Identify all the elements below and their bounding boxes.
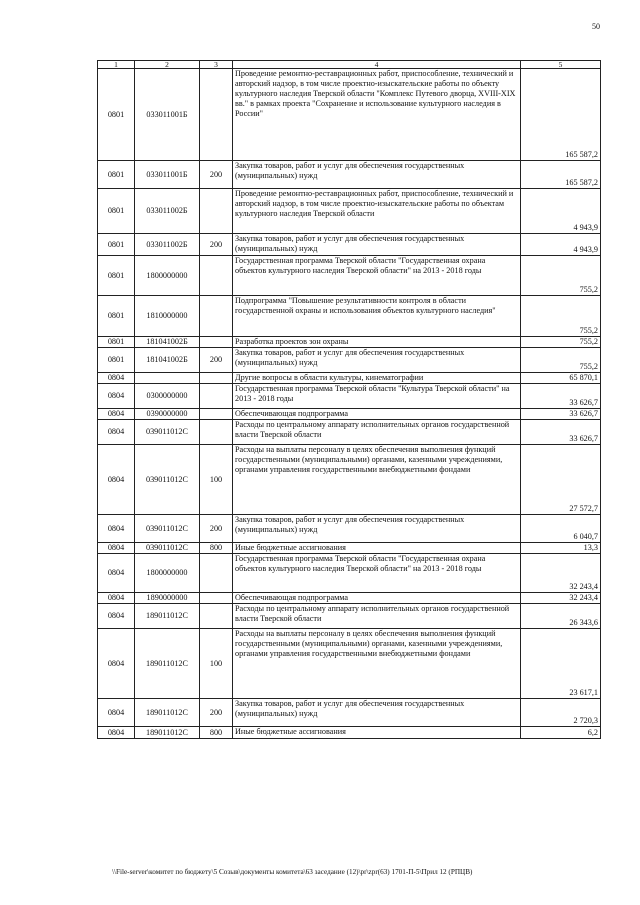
header-col-4: 4 xyxy=(233,61,521,69)
cell-description: Расходы на выплаты персоналу в целях обеспечения выполнения функций государственными (муниципальными) органами, казенными учреждениями, органами управления государственными внебюджетными фондами xyxy=(233,445,521,515)
cell-target-article: 1800000000 xyxy=(135,554,200,593)
table-row xyxy=(98,554,601,593)
cell-amount: 755,2 xyxy=(521,337,601,348)
cell-description: Закупка товаров, работ и услуг для обеспечения государственных (муниципальных) нужд xyxy=(233,699,521,727)
cell-target-article: 033011002Б xyxy=(135,189,200,234)
cell-description: Другие вопросы в области культуры, кинематографии xyxy=(233,373,521,384)
header-col-5: 5 xyxy=(521,61,601,69)
cell-description: Закупка товаров, работ и услуг для обеспечения государственных (муниципальных) нужд xyxy=(233,348,521,373)
table-row xyxy=(98,373,601,384)
cell-description: Государственная программа Тверской области "Государственная охрана объектов культурного наследия Тверской области" на 2013 - 2018 годы xyxy=(233,256,521,296)
table-row xyxy=(98,348,601,373)
cell-target-article: 0300000000 xyxy=(135,384,200,409)
cell-amount: 33 626,7 xyxy=(521,409,601,420)
cell-amount: 4 943,9 xyxy=(521,234,601,256)
cell-expense-type xyxy=(200,189,233,234)
cell-amount: 165 587,2 xyxy=(521,161,601,189)
cell-target-article: 189011012С xyxy=(135,699,200,727)
cell-expense-type: 200 xyxy=(200,234,233,256)
cell-expense-type: 200 xyxy=(200,699,233,727)
cell-expense-type: 100 xyxy=(200,445,233,515)
cell-description: Обеспечивающая подпрограмма xyxy=(233,409,521,420)
cell-expense-type xyxy=(200,409,233,420)
cell-section-code: 0804 xyxy=(98,420,135,445)
cell-section-code: 0804 xyxy=(98,384,135,409)
table-row xyxy=(98,515,601,543)
cell-amount: 27 572,7 xyxy=(521,445,601,515)
cell-amount: 755,2 xyxy=(521,296,601,337)
header-col-3: 3 xyxy=(200,61,233,69)
table-row xyxy=(98,256,601,296)
cell-section-code: 0804 xyxy=(98,409,135,420)
cell-description: Разработка проектов зон охраны xyxy=(233,337,521,348)
cell-description: Проведение ремонтно-реставрационных работ, приспособление, технический и авторский надзор, в том числе проектно-изыскательские работы по объектам культурного наследия Тверской области xyxy=(233,189,521,234)
cell-expense-type: 200 xyxy=(200,348,233,373)
cell-expense-type xyxy=(200,384,233,409)
cell-description: Закупка товаров, работ и услуг для обеспечения государственных (муниципальных) нужд xyxy=(233,234,521,256)
cell-description: Расходы по центральному аппарату исполнительных органов государственной власти Тверской области xyxy=(233,604,521,629)
header-col-1: 1 xyxy=(98,61,135,69)
cell-amount: 13,3 xyxy=(521,543,601,554)
cell-amount: 26 343,6 xyxy=(521,604,601,629)
cell-expense-type xyxy=(200,256,233,296)
cell-amount: 6,2 xyxy=(521,727,601,739)
cell-description: Обеспечивающая подпрограмма xyxy=(233,593,521,604)
table-row xyxy=(98,69,601,161)
cell-expense-type: 200 xyxy=(200,515,233,543)
cell-amount: 755,2 xyxy=(521,348,601,373)
table-row xyxy=(98,629,601,699)
table-row xyxy=(98,445,601,515)
cell-target-article: 1800000000 xyxy=(135,256,200,296)
cell-target-article: 189011012С xyxy=(135,727,200,739)
cell-expense-type xyxy=(200,337,233,348)
cell-expense-type xyxy=(200,373,233,384)
cell-section-code: 0801 xyxy=(98,161,135,189)
cell-expense-type: 800 xyxy=(200,543,233,554)
cell-section-code: 0804 xyxy=(98,604,135,629)
cell-section-code: 0804 xyxy=(98,554,135,593)
table-row xyxy=(98,727,601,739)
header-col-2: 2 xyxy=(135,61,200,69)
cell-description: Иные бюджетные ассигнования xyxy=(233,727,521,739)
cell-section-code: 0804 xyxy=(98,727,135,739)
cell-target-article: 189011012С xyxy=(135,604,200,629)
cell-section-code: 0804 xyxy=(98,445,135,515)
table-header-row xyxy=(98,61,601,69)
cell-section-code: 0801 xyxy=(98,189,135,234)
cell-target-article: 181041002Б xyxy=(135,348,200,373)
cell-section-code: 0804 xyxy=(98,373,135,384)
cell-description: Иные бюджетные ассигнования xyxy=(233,543,521,554)
file-path-footer: \\File-server\комитет по бюджету\5 Созыв\документы комитета\63 заседание (12)\pr\zpr(63) 1701-П-5\Прил 12 (РПЦВ) xyxy=(112,868,473,876)
cell-expense-type xyxy=(200,69,233,161)
cell-target-article: 1890000000 xyxy=(135,593,200,604)
cell-section-code: 0801 xyxy=(98,234,135,256)
table-row xyxy=(98,337,601,348)
cell-amount: 33 626,7 xyxy=(521,420,601,445)
cell-amount: 32 243,4 xyxy=(521,593,601,604)
cell-target-article: 039011012С xyxy=(135,515,200,543)
cell-amount: 165 587,2 xyxy=(521,69,601,161)
table-row xyxy=(98,699,601,727)
table-row xyxy=(98,543,601,554)
table-row xyxy=(98,409,601,420)
cell-target-article: 1810000000 xyxy=(135,296,200,337)
cell-expense-type xyxy=(200,593,233,604)
cell-section-code: 0801 xyxy=(98,337,135,348)
cell-amount: 755,2 xyxy=(521,256,601,296)
cell-target-article: 039011012С xyxy=(135,543,200,554)
cell-description: Расходы по центральному аппарату исполнительных органов государственной власти Тверской области xyxy=(233,420,521,445)
cell-target-article: 033011001Б xyxy=(135,69,200,161)
cell-expense-type xyxy=(200,296,233,337)
cell-target-article: 189011012С xyxy=(135,629,200,699)
cell-amount: 23 617,1 xyxy=(521,629,601,699)
table-row xyxy=(98,420,601,445)
cell-expense-type xyxy=(200,554,233,593)
budget-table xyxy=(97,60,601,739)
cell-section-code: 0801 xyxy=(98,348,135,373)
cell-target-article xyxy=(135,373,200,384)
cell-description: Государственная программа Тверской области "Культура Тверской области" на 2013 - 2018 годы xyxy=(233,384,521,409)
cell-expense-type: 800 xyxy=(200,727,233,739)
cell-section-code: 0804 xyxy=(98,629,135,699)
cell-amount: 2 720,3 xyxy=(521,699,601,727)
cell-section-code: 0801 xyxy=(98,256,135,296)
cell-amount: 4 943,9 xyxy=(521,189,601,234)
table-row xyxy=(98,296,601,337)
cell-expense-type: 200 xyxy=(200,161,233,189)
table-row xyxy=(98,189,601,234)
table-row xyxy=(98,234,601,256)
cell-target-article: 039011012С xyxy=(135,445,200,515)
table-row xyxy=(98,161,601,189)
cell-description: Государственная программа Тверской области "Государственная охрана объектов культурного наследия Тверской области" на 2013 - 2018 годы xyxy=(233,554,521,593)
cell-description: Закупка товаров, работ и услуг для обеспечения государственных (муниципальных) нужд xyxy=(233,515,521,543)
cell-section-code: 0801 xyxy=(98,296,135,337)
cell-expense-type xyxy=(200,604,233,629)
cell-section-code: 0804 xyxy=(98,543,135,554)
cell-section-code: 0804 xyxy=(98,699,135,727)
page-number: 50 xyxy=(592,22,600,31)
cell-description: Расходы на выплаты персоналу в целях обеспечения выполнения функций государственными (муниципальными) органами, казенными учреждениями, органами управления государственными внебюджетными фондами xyxy=(233,629,521,699)
cell-target-article: 181041002Б xyxy=(135,337,200,348)
cell-target-article: 033011001Б xyxy=(135,161,200,189)
table-row xyxy=(98,384,601,409)
table-row xyxy=(98,604,601,629)
cell-amount: 32 243,4 xyxy=(521,554,601,593)
cell-section-code: 0801 xyxy=(98,69,135,161)
cell-description: Проведение ремонтно-реставрационных работ, приспособление, технический и авторский надзор, в том числе проектно-изыскательские работы по объекту культурного наследия Тверской области "Комплекс Путевого дворца, XVIII-XIX вв." в рамках проекта "Сохранение и использование культурного наследия в России" xyxy=(233,69,521,161)
table-row xyxy=(98,593,601,604)
cell-expense-type: 100 xyxy=(200,629,233,699)
cell-amount: 6 040,7 xyxy=(521,515,601,543)
cell-section-code: 0804 xyxy=(98,515,135,543)
cell-amount: 65 870,1 xyxy=(521,373,601,384)
cell-expense-type xyxy=(200,420,233,445)
cell-section-code: 0804 xyxy=(98,593,135,604)
cell-description: Подпрограмма "Повышение результативности контроля в области государственной охраны и использования объектов культурного наследия" xyxy=(233,296,521,337)
cell-target-article: 033011002Б xyxy=(135,234,200,256)
cell-description: Закупка товаров, работ и услуг для обеспечения государственных (муниципальных) нужд xyxy=(233,161,521,189)
cell-target-article: 0390000000 xyxy=(135,409,200,420)
cell-amount: 33 626,7 xyxy=(521,384,601,409)
cell-target-article: 039011012С xyxy=(135,420,200,445)
